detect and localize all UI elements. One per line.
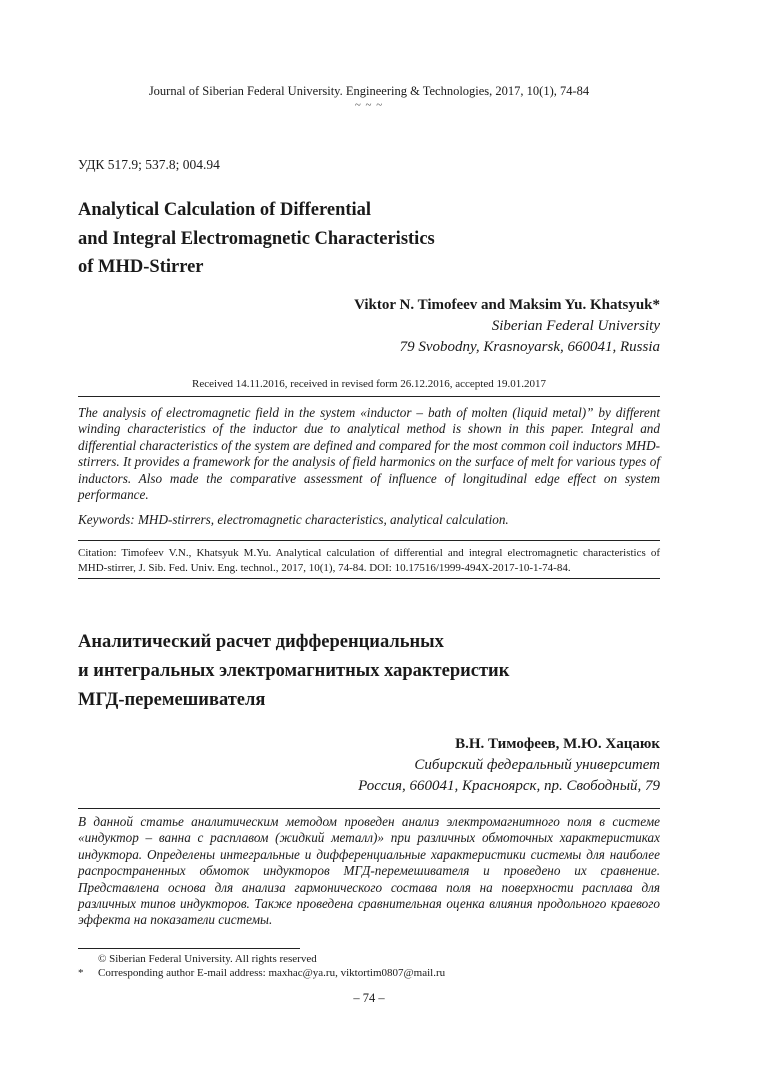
russian-affiliation: Сибирский федеральный университет <box>414 757 660 773</box>
english-address: 79 Svobodny, Krasnoyarsk, 660041, Russia <box>399 339 660 355</box>
article-page <box>78 0 660 1080</box>
corresponding-footnote <box>78 966 660 980</box>
divider-citation-top <box>78 540 660 541</box>
russian-authors-block <box>358 734 660 797</box>
russian-abstract: В данной статье аналитическим методом проведен анализ электромагнитного поля в системе «индуктор – ванна с расплавом (жидкий металл)» при различных обмоточных характеристиках индуктора. Определены интегральные и дифференциальные характеристики системы для наиболее распространенных обмоток индукторов МГД-перемешивателя и проведено их сравнение. Представлена основа для анализа гармонического состава поля на поверхности расплава для различных типов индукторов. Также проведена сравнительная оценка влияния продольного краевого эффекта на показатели системы. <box>78 814 660 928</box>
corresponding-text: Corresponding author E-mail address: maxhac@ya.ru, viktortim0807@mail.ru <box>98 967 446 979</box>
received-dates: Received 14.11.2016, received in revised form 26.12.2016, accepted 19.01.2017 <box>192 378 546 390</box>
header-ornament: ~ ~ ~ <box>354 99 384 111</box>
russian-title-line: МГД-перемешивателя <box>78 690 266 710</box>
journal-header: Journal of Siberian Federal University. Engineering & Technologies, 2017, 10(1), 74-84 <box>148 84 590 98</box>
footnote-asterisk: * <box>78 967 84 979</box>
copyright-text: © Siberian Federal University. All rights reserved <box>98 953 317 965</box>
russian-authors: В.Н. Тимофеев, М.Ю. Хацаюк <box>455 736 660 752</box>
english-authors: Viktor N. Timofeev and Maksim Yu. Khatsyuk* <box>354 297 660 313</box>
russian-title <box>78 628 638 715</box>
russian-title-line: Аналитический расчет дифференциальных <box>78 632 444 652</box>
russian-title-line: и интегральных электромагнитных характеристик <box>78 661 510 681</box>
english-authors-block <box>354 295 660 358</box>
divider-top-abstract <box>78 396 660 397</box>
russian-address: Россия, 660041, Красноярск, пр. Свободный, 79 <box>358 778 660 794</box>
english-title-line: and Integral Electromagnetic Characteristics <box>78 228 435 249</box>
copyright-footnote <box>78 952 660 966</box>
english-title-line: of MHD-Stirrer <box>78 257 204 277</box>
page-number: – 74 – <box>353 991 385 1005</box>
english-title <box>78 196 638 282</box>
divider-citation-bottom <box>78 578 660 579</box>
divider-russian-abstract <box>78 808 660 809</box>
citation: Citation: Timofeev V.N., Khatsyuk M.Yu. Analytical calculation of differential and integral electromagnetic characteristics of MHD-stirrer, J. Sib. Fed. Univ. Eng. technol., 2017, 10(1), 74-84. DOI: 10.17516/1999-494X-2017-10-1-74-84. <box>78 547 660 574</box>
footnote-divider <box>78 948 300 949</box>
english-keywords: Keywords: MHD-stirrers, electromagnetic characteristics, analytical calculation. <box>78 512 509 527</box>
english-affiliation: Siberian Federal University <box>491 318 660 334</box>
english-abstract: The analysis of electromagnetic field in the system «inductor – bath of molten (liquid metal)” by different winding characteristics of the inductor due to analytical method is shown in this paper. Integral and differential characteristics of the system are defined and compared for the most common coil inductors MHD-stirrers. It provides a framework for the analysis of field harmonics on the surface of melt for various types of inductors. Also made the comparative assessment of influence of longitudinal edge effect on system performance. <box>78 405 660 503</box>
udk-code: УДК 517.9; 537.8; 004.94 <box>78 157 220 172</box>
english-title-line: Analytical Calculation of Differential <box>78 200 372 220</box>
